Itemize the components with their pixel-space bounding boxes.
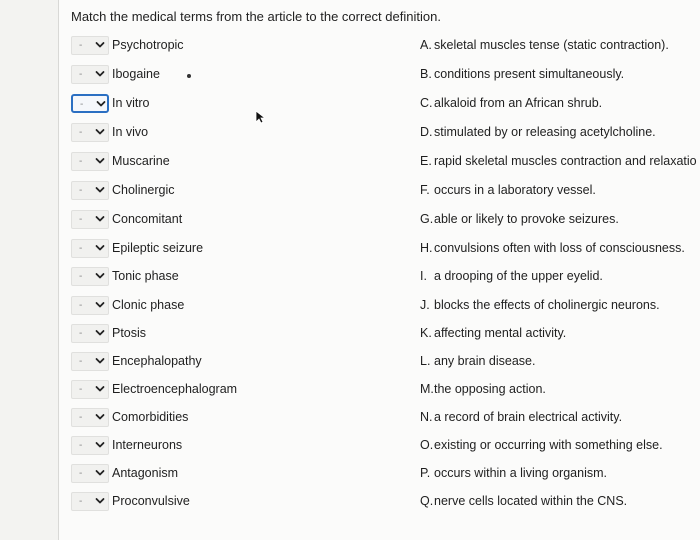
term-label: In vivo bbox=[112, 125, 149, 139]
answer-dropdown[interactable] bbox=[71, 152, 109, 171]
definition-text: the opposing action. bbox=[434, 382, 546, 396]
definition-row bbox=[420, 269, 700, 287]
definition-row bbox=[420, 494, 700, 512]
chevron-down-icon bbox=[95, 155, 105, 167]
definition-row bbox=[420, 466, 700, 484]
term-row bbox=[71, 34, 371, 56]
answer-dropdown[interactable] bbox=[71, 296, 109, 315]
dropdown-value: - bbox=[79, 439, 83, 451]
definition-text: nerve cells located within the CNS. bbox=[434, 494, 628, 508]
definition-row bbox=[420, 438, 700, 456]
chevron-down-icon bbox=[95, 411, 105, 423]
definition-text: skeletal muscles tense (static contraction). bbox=[434, 38, 669, 52]
definition-row bbox=[420, 298, 700, 316]
dropdown-value: - bbox=[79, 213, 83, 225]
answer-dropdown[interactable] bbox=[71, 492, 109, 511]
term-label: Psychotropic bbox=[112, 38, 184, 52]
definition-letter: N. bbox=[420, 410, 433, 424]
dropdown-value: - bbox=[79, 495, 83, 507]
term-label: Ibogaine bbox=[112, 67, 160, 81]
term-label: Muscarine bbox=[112, 154, 170, 168]
term-row bbox=[71, 179, 371, 201]
chevron-down-icon bbox=[95, 270, 105, 282]
term-label: Tonic phase bbox=[112, 269, 179, 283]
definition-row bbox=[420, 326, 700, 344]
term-label: Cholinergic bbox=[112, 183, 175, 197]
term-label: Concomitant bbox=[112, 212, 183, 226]
definition-text: any brain disease. bbox=[434, 354, 536, 368]
term-row bbox=[71, 350, 371, 372]
chevron-down-icon bbox=[95, 383, 105, 395]
definition-letter: Q. bbox=[420, 494, 434, 508]
term-label: Electroencephalogram bbox=[112, 382, 238, 396]
mouse-cursor-icon bbox=[255, 110, 267, 124]
answer-dropdown[interactable] bbox=[71, 181, 109, 200]
term-row bbox=[71, 121, 371, 143]
answer-dropdown[interactable] bbox=[71, 123, 109, 142]
definition-text: convulsions often with loss of consciousness. bbox=[434, 241, 685, 255]
definition-row bbox=[420, 67, 700, 85]
definition-row bbox=[420, 96, 700, 114]
term-row bbox=[71, 294, 371, 316]
definition-row bbox=[420, 410, 700, 428]
definition-letter: H. bbox=[420, 241, 433, 255]
dropdown-value: - bbox=[80, 98, 84, 110]
chevron-down-icon bbox=[95, 213, 105, 225]
definition-letter: P. bbox=[420, 466, 431, 480]
chevron-down-icon bbox=[95, 327, 105, 339]
chevron-down-icon bbox=[95, 299, 105, 311]
definition-row bbox=[420, 38, 700, 56]
definition-letter: O. bbox=[420, 438, 434, 452]
term-label: Clonic phase bbox=[112, 298, 185, 312]
dropdown-value: - bbox=[79, 411, 83, 423]
definition-letter: F. bbox=[420, 183, 430, 197]
term-row bbox=[71, 322, 371, 344]
definition-letter: C. bbox=[420, 96, 433, 110]
chevron-down-icon bbox=[95, 495, 105, 507]
dropdown-value: - bbox=[79, 68, 83, 80]
dropdown-value: - bbox=[79, 184, 83, 196]
definition-row bbox=[420, 354, 700, 372]
definition-letter: D. bbox=[420, 125, 433, 139]
definition-row bbox=[420, 125, 700, 143]
term-row bbox=[71, 462, 371, 484]
answer-dropdown[interactable] bbox=[71, 324, 109, 343]
term-row bbox=[71, 150, 371, 172]
answer-dropdown[interactable] bbox=[71, 36, 109, 55]
answer-dropdown[interactable] bbox=[71, 408, 109, 427]
dropdown-value: - bbox=[79, 126, 83, 138]
term-row bbox=[71, 265, 371, 287]
term-label: In vitro bbox=[112, 96, 150, 110]
definition-letter: M. bbox=[420, 382, 434, 396]
definition-row bbox=[420, 212, 700, 230]
definition-letter: J. bbox=[420, 298, 430, 312]
term-row bbox=[71, 406, 371, 428]
definition-text: existing or occurring with something else. bbox=[434, 438, 663, 452]
question-text: Match the medical terms from the article to the correct definition. bbox=[71, 9, 441, 24]
term-row bbox=[71, 378, 371, 400]
chevron-down-icon bbox=[96, 98, 106, 110]
definition-text: able or likely to provoke seizures. bbox=[434, 212, 619, 226]
answer-dropdown[interactable] bbox=[71, 352, 109, 371]
term-label: Proconvulsive bbox=[112, 494, 190, 508]
answer-dropdown[interactable] bbox=[71, 94, 109, 113]
answer-dropdown[interactable] bbox=[71, 380, 109, 399]
answer-dropdown[interactable] bbox=[71, 65, 109, 84]
term-row bbox=[71, 208, 371, 230]
definition-text: stimulated by or releasing acetylcholine. bbox=[434, 125, 656, 139]
definition-text: rapid skeletal muscles contraction and relaxatio bbox=[434, 154, 697, 168]
stray-dot bbox=[187, 74, 191, 78]
dropdown-value: - bbox=[79, 155, 83, 167]
definition-text: affecting mental activity. bbox=[434, 326, 567, 340]
term-label: Interneurons bbox=[112, 438, 183, 452]
definition-text: occurs within a living organism. bbox=[434, 466, 607, 480]
term-label: Comorbidities bbox=[112, 410, 189, 424]
dropdown-value: - bbox=[79, 383, 83, 395]
dropdown-value: - bbox=[79, 39, 83, 51]
definition-letter: L. bbox=[420, 354, 431, 368]
definition-text: occurs in a laboratory vessel. bbox=[434, 183, 596, 197]
dropdown-value: - bbox=[79, 242, 83, 254]
chevron-down-icon bbox=[95, 126, 105, 138]
definition-text: a drooping of the upper eyelid. bbox=[434, 269, 603, 283]
term-row bbox=[71, 63, 371, 85]
term-label: Ptosis bbox=[112, 326, 147, 340]
definition-text: alkaloid from an African shrub. bbox=[434, 96, 603, 110]
dropdown-value: - bbox=[79, 299, 83, 311]
term-row bbox=[71, 434, 371, 456]
term-label: Encephalopathy bbox=[112, 354, 202, 368]
definition-text: a record of brain electrical activity. bbox=[434, 410, 623, 424]
definition-letter: B. bbox=[420, 67, 432, 81]
chevron-down-icon bbox=[95, 39, 105, 51]
answer-dropdown[interactable] bbox=[71, 239, 109, 258]
answer-dropdown[interactable] bbox=[71, 436, 109, 455]
definition-letter: G. bbox=[420, 212, 434, 226]
definition-letter: I. bbox=[420, 269, 427, 283]
term-row bbox=[71, 237, 371, 259]
definition-letter: E. bbox=[420, 154, 432, 168]
chevron-down-icon bbox=[95, 439, 105, 451]
term-label: Epileptic seizure bbox=[112, 241, 204, 255]
chevron-down-icon bbox=[95, 184, 105, 196]
definition-row bbox=[420, 382, 700, 400]
definition-row bbox=[420, 241, 700, 259]
definition-text: conditions present simultaneously. bbox=[434, 67, 625, 81]
answer-dropdown[interactable] bbox=[71, 267, 109, 286]
answer-dropdown[interactable] bbox=[71, 464, 109, 483]
term-row bbox=[71, 92, 371, 114]
chevron-down-icon bbox=[95, 242, 105, 254]
definition-row bbox=[420, 154, 700, 172]
definition-letter: A. bbox=[420, 38, 432, 52]
dropdown-value: - bbox=[79, 467, 83, 479]
dropdown-value: - bbox=[79, 355, 83, 367]
definition-row bbox=[420, 183, 700, 201]
dropdown-value: - bbox=[79, 327, 83, 339]
answer-dropdown[interactable] bbox=[71, 210, 109, 229]
chevron-down-icon bbox=[95, 467, 105, 479]
chevron-down-icon bbox=[95, 68, 105, 80]
term-label: Antagonism bbox=[112, 466, 179, 480]
definition-text: blocks the effects of cholinergic neurons. bbox=[434, 298, 660, 312]
definition-letter: K. bbox=[420, 326, 432, 340]
term-row bbox=[71, 490, 371, 512]
dropdown-value: - bbox=[79, 270, 83, 282]
chevron-down-icon bbox=[95, 355, 105, 367]
